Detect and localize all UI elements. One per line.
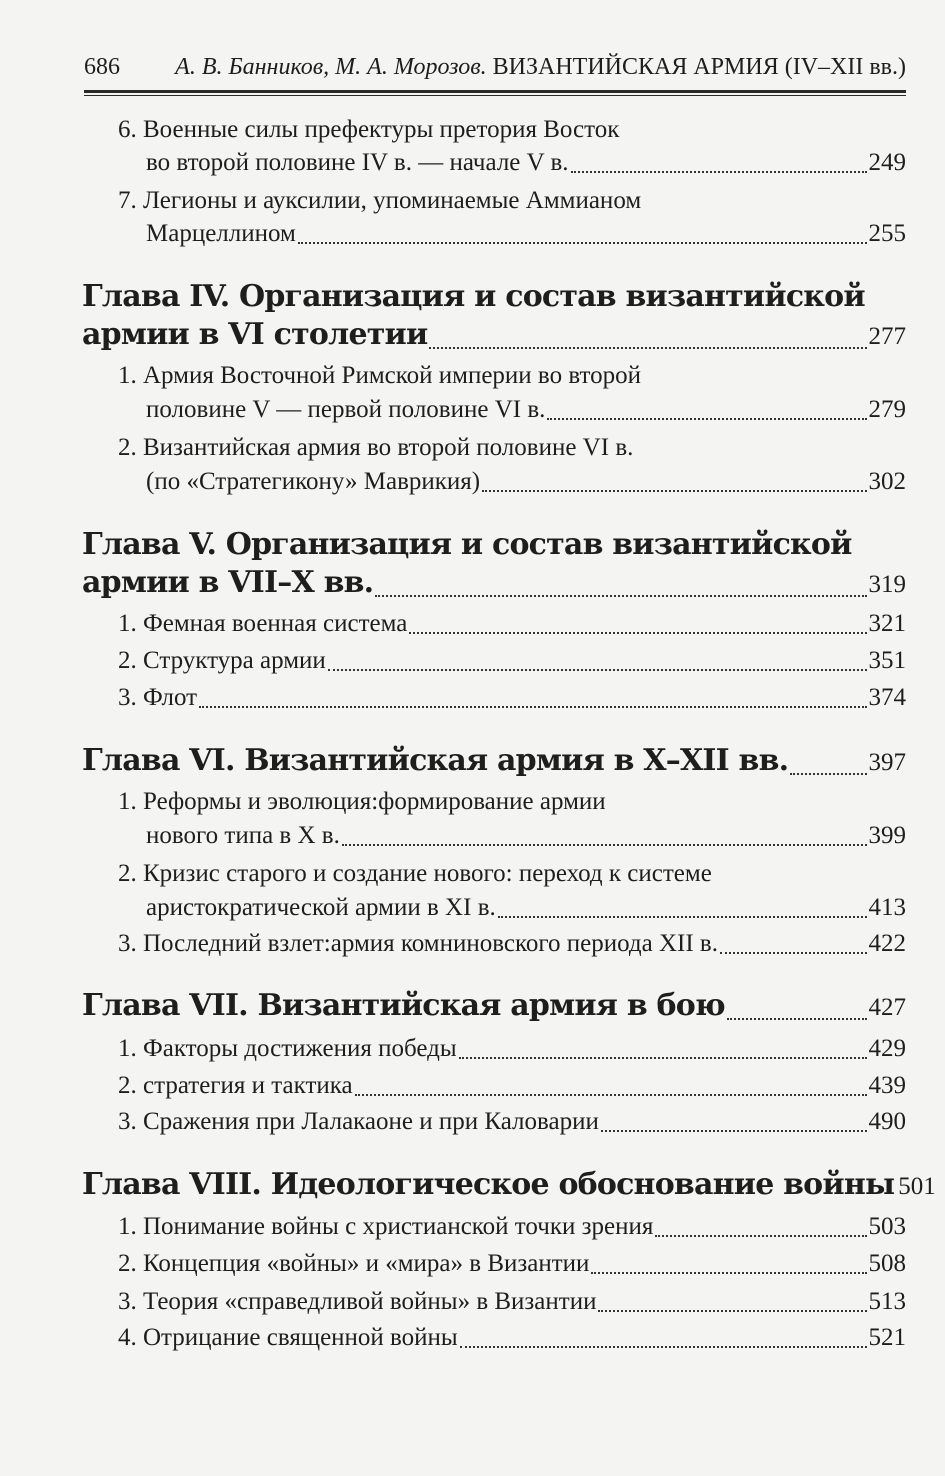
leader-dots [790,773,866,775]
toc-entry: 1. Фемная военная система 321 [118,610,906,637]
toc-entry: 3. Сражения при Лалакаоне и при Каловарии 490 [118,1108,906,1135]
toc-entry: 1. Армия Восточной Римской империи во второй [118,362,641,389]
toc-entry: аристократической армии в XI в. 413 [146,894,906,921]
chapter-heading: Глава IV. Организация и состав византийской [82,279,865,314]
toc-entry: (по «Стратегикону» Маврикия) 302 [146,468,906,495]
leader-dots [482,490,866,492]
leader-dots [355,1094,867,1096]
toc-entry: 7. Легионы и ауксилии, упоминаемые Аммианом [118,187,642,214]
leader-dots [547,418,866,420]
leader-dots [375,595,866,597]
chapter-heading: армии в VI столетии 277 [82,317,906,352]
toc-entry: 3. Флот 374 [118,684,906,711]
chapter-heading: Глава VI. Византийская армия в X–XII вв. 397 [82,743,906,778]
toc-entry: 6. Военные силы префектуры претория Восток [118,116,620,143]
leader-dots [459,1057,867,1059]
leader-dots [199,706,866,708]
chapter-heading: армии в VII–X вв. 319 [82,565,906,600]
header-book-title: ВИЗАНТИЙСКАЯ АРМИЯ (IV–XII вв.) [492,54,906,80]
toc-entry: 1. Реформы и эволюция:формирование армии [118,788,606,815]
leader-dots [571,171,867,173]
toc-entry: во второй половине IV в. — начале V в. 249 [146,149,906,176]
leader-dots [409,632,866,634]
toc-entry: Марцеллином 255 [146,220,906,247]
leader-dots [460,1346,867,1348]
toc-entry: 2. Кризис старого и создание нового: переход к системе [118,860,712,887]
toc-entry: 2. Византийская армия во второй половине VI в. [118,434,634,461]
leader-dots [598,1310,866,1312]
leader-dots [655,1235,866,1237]
leader-dots [342,844,867,846]
leader-dots [429,347,866,349]
toc-entry: 1. Понимание войны с христианской точки зрения 503 [118,1213,906,1240]
leader-dots [328,669,867,671]
header-rule-thin [84,95,906,96]
toc-entry: 2. Структура армии 351 [118,647,906,674]
chapter-heading: Глава VIII. Идеологическое обоснование войны 501 [82,1167,936,1202]
header-rule-thick [84,90,906,93]
header-authors: А. В. Банников, М. А. Морозов. [175,54,487,80]
toc-entry: 3. Последний взлет:армия комниновского периода XII в. 422 [118,930,906,957]
running-title [175,52,906,82]
running-header [84,52,906,82]
leader-dots [720,952,867,954]
toc-entry: 4. Отрицание священной войны 521 [118,1324,906,1351]
toc-entry: 2. Концепция «войны» и «мира» в Византии 508 [118,1250,906,1277]
toc-entry: половине V — первой половине VI в. 279 [146,396,906,423]
leader-dots [298,242,867,244]
toc-entry: 3. Теория «справедливой войны» в Византии 513 [118,1288,906,1315]
toc-entry: 1. Факторы достижения победы 429 [118,1035,906,1062]
toc-entry: нового типа в X в. 399 [146,822,906,849]
page-number: 686 [84,54,120,80]
leader-dots [601,1130,867,1132]
leader-dots [727,1018,867,1020]
toc-entry: 2. стратегия и тактика 439 [118,1072,906,1099]
chapter-heading: Глава VII. Византийская армия в бою 427 [82,988,906,1023]
chapter-heading: Глава V. Организация и состав византийской [82,527,852,562]
leader-dots [591,1272,866,1274]
leader-dots [498,916,867,918]
